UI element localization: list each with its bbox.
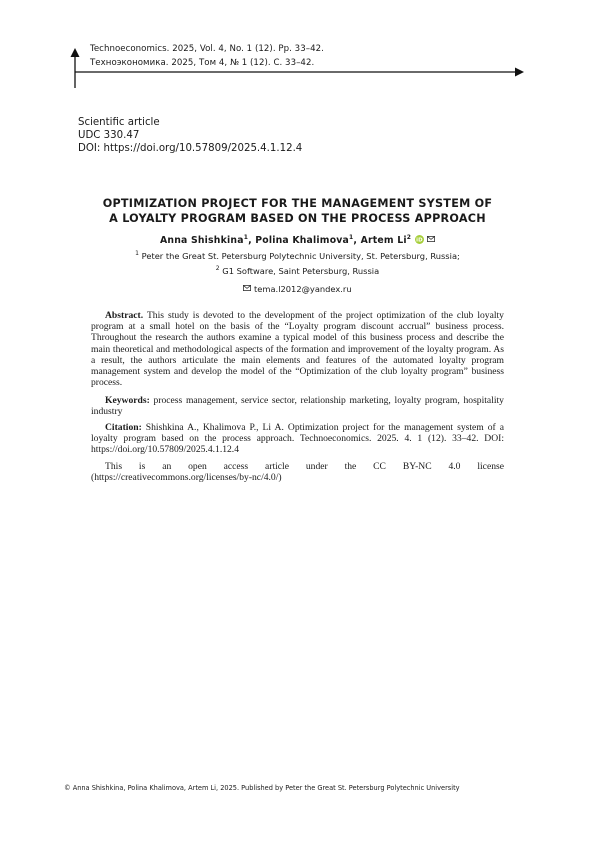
- journal-citation-ru: Техноэкономика. 2025, Том 4, № 1 (12). С. 33–42.: [90, 58, 315, 68]
- article-title-line-2: A LOYALTY PROGRAM BASED ON THE PROCESS APPROACH: [109, 212, 486, 225]
- license-note: [91, 461, 504, 483]
- svg-text:iD: iD: [415, 237, 423, 244]
- udc: UDC 330.47: [78, 130, 140, 141]
- email-link[interactable]: tema.l2012@yandex.ru: [254, 284, 352, 294]
- author: Anna Shishkina$^1$,: [160, 233, 256, 246]
- keywords-label: Keywords:: [105, 395, 150, 406]
- article-type: Scientific article: [78, 117, 160, 128]
- author: Artem Li$^2$: [360, 233, 412, 246]
- envelope-icon: [243, 285, 251, 291]
- article-title-line-1: OPTIMIZATION PROJECT FOR THE MANAGEMENT SYSTEM OF: [102, 197, 493, 210]
- copyright-footer: © Anna Shishkina, Polina Khalimova, Artem Li, 2025. Published by Peter the Great St. Petersburg Polytechnic University: [64, 784, 460, 792]
- orcid-icon[interactable]: [415, 235, 424, 244]
- journal-citation-en: Technoeconomics. 2025, Vol. 4, No. 1 (12). Pp. 33–42.: [90, 44, 324, 54]
- contact-email: [40, 284, 555, 294]
- author: Polina Khalimova$^1$,: [255, 233, 361, 246]
- citation-label: Citation:: [105, 422, 142, 433]
- citation-text: Shishkina A., Khalimova P., Li A. Optimization project for the management system of a loyalty program based on the process approach. Technoeconomics. 2025. 4. 1 (12). 33–42. DOI: https://doi.org/10.57809/2025.4.1.12.4: [91, 422, 504, 456]
- affiliation-2: $^2$ G1 Software, Saint Petersburg, Russia: [215, 265, 380, 276]
- keywords-text: process management, service sector, relationship marketing, loyalty program, hospitality industry: [91, 395, 504, 418]
- envelope-icon: [427, 236, 435, 242]
- abstract: [91, 310, 504, 388]
- keywords: [91, 395, 504, 417]
- abstract-text: This study is devoted to the development of the project optimization of the club loyalty program at a small hotel on the basis of the “Loyalty program discount accrual” business process. Throughout the research the authors examine a typical model of this business process and describe the main theoretical and methodological aspects of the formation and improvement of the loyalty program. As a result, the authors articulate the main elements and features of the automated loyalty program management system and develop the model of the “Optimization of the club loyalty program” business process.: [91, 310, 504, 389]
- affiliation-1: $^1$ Peter the Great St. Petersburg Polytechnic University, St. Petersburg, Russia;: [135, 250, 460, 261]
- author-list: [40, 235, 555, 246]
- abstract-label: Abstract.: [105, 310, 144, 321]
- citation: [91, 422, 504, 456]
- doi: DOI: https://doi.org/10.57809/2025.4.1.12.4: [78, 143, 303, 154]
- license-text: This is an open access article under the CC BY-NC 4.0 license (https://creativecommons.org/licenses/by-nc/4.0/): [91, 461, 504, 484]
